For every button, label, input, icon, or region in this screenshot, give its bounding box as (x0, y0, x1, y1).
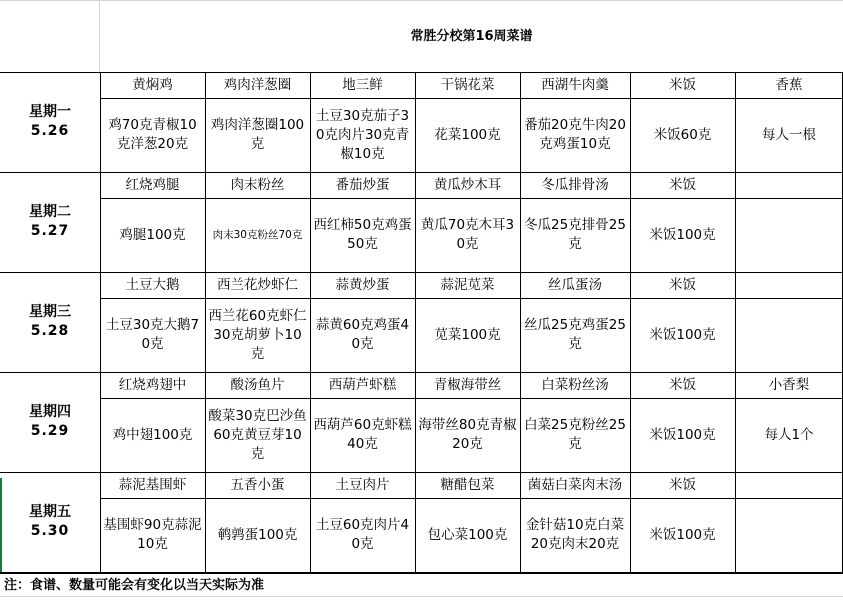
dish-name: 白菜粉丝汤 (541, 376, 609, 393)
dish-quantity: 鹌鹑蛋100克 (217, 526, 298, 543)
dish-name: 菌菇白菜肉末汤 (527, 476, 623, 493)
dish-name: 黄瓜炒木耳 (433, 176, 502, 193)
dish-name: 地三鲜 (342, 76, 383, 93)
day-name: 星期五 (29, 504, 71, 520)
dish-quantity: 米饭100克 (649, 426, 716, 443)
grid-line (205, 72, 206, 572)
dish-quantity (735, 298, 843, 372)
grid-line (100, 98, 843, 99)
menu-note: 注：食谱、数量可能会有变化以当天实际为准 (4, 577, 265, 593)
dish-quantity: 每人一根 (762, 126, 816, 143)
dish-quantity: 海带丝80克青椒20克 (418, 417, 517, 452)
dish-quantity: 丝瓜25克鸡蛋25克 (524, 317, 626, 352)
dish-quantity: 肉末30克粉丝70克 (212, 228, 303, 241)
day-date: 5.30 (30, 523, 70, 539)
grid-line (0, 472, 843, 473)
day-name: 星期二 (29, 204, 71, 220)
menu-title: 常胜分校第16周菜谱 (410, 28, 533, 44)
dish-quantity: 每人1个 (764, 426, 814, 443)
dish-name: 香蕉 (775, 76, 803, 93)
dish-quantity: 蒜黄60克鸡蛋40克 (315, 317, 410, 352)
grid-line (100, 498, 843, 499)
row-marker (0, 478, 2, 572)
grid-line (415, 72, 416, 572)
dish-name: 五香小蛋 (230, 476, 285, 493)
dish-name: 干锅花菜 (440, 76, 495, 93)
day-date: 5.29 (30, 423, 70, 439)
dish-name: 蒜黄炒蛋 (335, 276, 390, 293)
dish-quantity: 番茄20克牛肉20克鸡蛋10克 (524, 117, 626, 152)
dish-quantity (735, 198, 843, 272)
grid-line (0, 272, 843, 273)
dish-name: 蒜泥基围虾 (118, 476, 187, 493)
dish-name: 糖醋包菜 (440, 476, 495, 493)
dish-quantity: 米饭60克 (653, 126, 712, 143)
day-label (0, 72, 100, 172)
grid-line (310, 72, 311, 572)
dish-name: 红烧鸡腿 (125, 176, 180, 193)
dish-name: 西湖牛肉羹 (541, 76, 609, 93)
day-name: 星期四 (29, 404, 71, 420)
dish-name: 西葫芦虾糕 (328, 376, 397, 393)
dish-name: 土豆肉片 (335, 476, 390, 493)
dish-name: 蒜泥苋菜 (440, 276, 495, 293)
dish-quantity: 基围虾90克蒜泥10克 (103, 517, 202, 552)
grid-line (630, 72, 631, 572)
grid-line (100, 198, 843, 199)
dish-name: 黄焖鸡 (132, 76, 173, 93)
dish-name (735, 472, 843, 498)
grid-line (0, 572, 843, 574)
grid-line (0, 72, 843, 73)
dish-name: 米饭 (669, 176, 696, 193)
dish-name (735, 272, 843, 298)
dish-quantity: 白菜25克粉丝25克 (524, 417, 626, 452)
dish-name: 酸汤鱼片 (230, 376, 285, 393)
grid-line (100, 298, 843, 299)
day-label (0, 272, 100, 372)
day-label (0, 172, 100, 272)
grid-line (0, 172, 843, 173)
grid-line (735, 72, 736, 572)
day-date: 5.27 (30, 223, 70, 239)
grid-line (0, 596, 843, 597)
grid-line (520, 72, 521, 572)
dish-quantity: 苋菜100克 (434, 326, 501, 343)
dish-quantity: 西兰花60克虾仁30克胡萝卜10克 (208, 307, 307, 362)
dish-quantity: 鸡中翅100克 (112, 426, 193, 443)
dish-quantity: 鸡70克青椒10克洋葱20克 (108, 117, 197, 152)
dish-quantity: 冬瓜25克排骨25克 (524, 217, 626, 252)
dish-name: 鸡肉洋葱圈 (223, 76, 292, 93)
day-date: 5.28 (30, 323, 70, 339)
dish-quantity: 西红柿50克鸡蛋50克 (313, 217, 412, 252)
dish-quantity: 米饭100克 (649, 226, 716, 243)
dish-name: 冬瓜排骨汤 (541, 176, 609, 193)
dish-quantity: 西葫芦60克虾糕40克 (313, 417, 412, 452)
day-name: 星期三 (29, 304, 71, 320)
dish-name: 肉末粉丝 (230, 176, 285, 193)
grid-line (100, 398, 843, 399)
day-name: 星期一 (29, 104, 71, 120)
dish-quantity: 土豆30克大鹅70克 (105, 317, 200, 352)
dish-name: 番茄炒蛋 (335, 176, 390, 193)
dish-name: 米饭 (669, 76, 696, 93)
dish-quantity: 酸菜30克巴沙鱼60克黄豆芽10克 (208, 407, 307, 462)
dish-name: 米饭 (669, 476, 696, 493)
dish-name: 丝瓜蛋汤 (548, 276, 602, 293)
dish-name: 青椒海带丝 (433, 376, 502, 393)
dish-quantity: 花菜100克 (434, 126, 501, 143)
dish-name (735, 172, 843, 198)
day-label (0, 372, 100, 472)
dish-quantity: 鸡肉洋葱圈100克 (210, 117, 305, 152)
dish-name: 米饭 (669, 276, 696, 293)
dish-name: 红烧鸡翅中 (118, 376, 187, 393)
dish-quantity: 土豆30克茄子30克肉片30克青椒10克 (315, 107, 410, 162)
grid-line (100, 72, 101, 572)
dish-name: 西兰花炒虾仁 (217, 276, 298, 293)
dish-quantity: 黄瓜70克木耳30克 (420, 217, 515, 252)
dish-name: 小香梨 (768, 376, 810, 393)
dish-name: 土豆大鹅 (125, 276, 180, 293)
day-label (0, 472, 100, 572)
grid-line (0, 372, 843, 373)
dish-quantity: 米饭100克 (649, 326, 716, 343)
dish-quantity: 金针菇10克白菜20克肉末20克 (525, 517, 625, 552)
dish-quantity: 包心菜100克 (427, 526, 508, 543)
dish-quantity: 土豆60克肉片40克 (315, 517, 410, 552)
dish-quantity (735, 498, 843, 572)
dish-quantity: 鸡腿100克 (119, 226, 186, 243)
dish-name: 米饭 (669, 376, 696, 393)
day-date: 5.26 (30, 123, 70, 139)
dish-quantity: 米饭100克 (649, 526, 716, 543)
